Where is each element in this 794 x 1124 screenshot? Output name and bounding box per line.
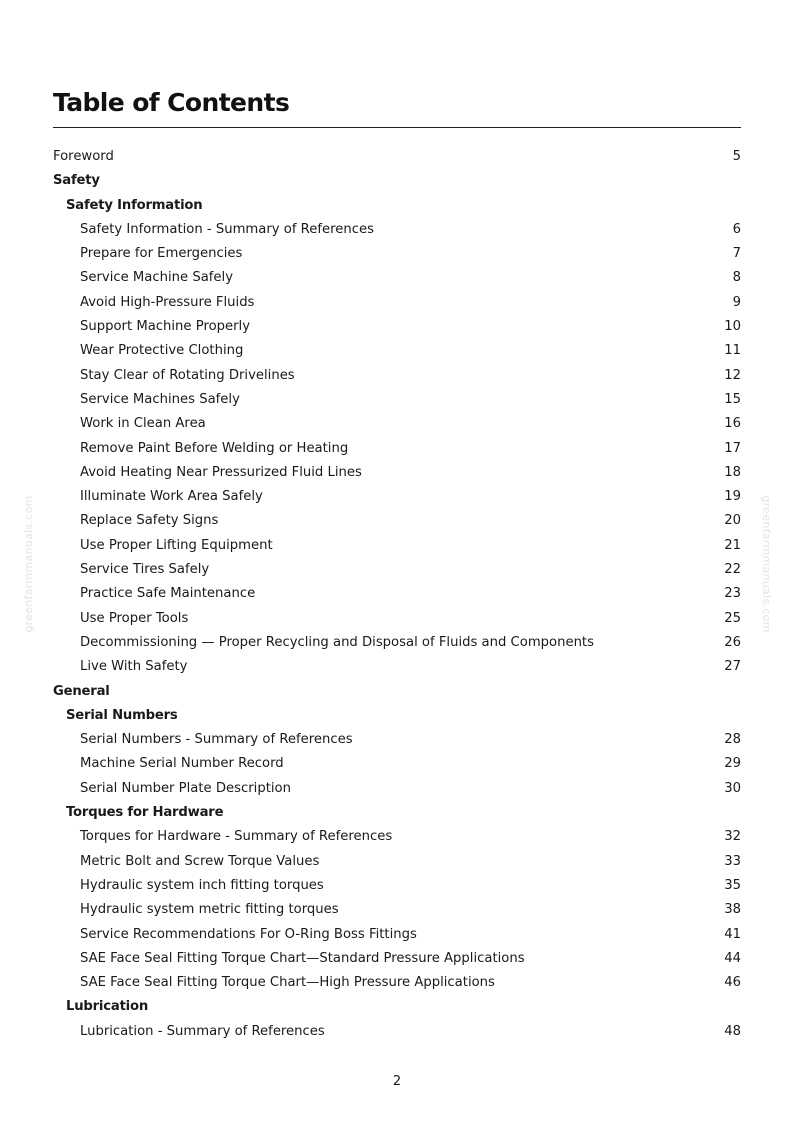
- toc-subsection-title: Serial Numbers: [66, 707, 178, 723]
- toc-subsection-title: Torques for Hardware: [66, 805, 224, 821]
- toc-entry-page: 29: [724, 756, 741, 772]
- toc-section-title: General: [53, 683, 110, 699]
- toc-entry[interactable]: [53, 291, 741, 315]
- toc-entry-page: 9: [732, 294, 741, 310]
- toc-entry-page: 16: [724, 416, 741, 432]
- toc-entry-title: Hydraulic system inch fitting torques: [80, 877, 324, 893]
- toc-entry-title: SAE Face Seal Fitting Torque Chart—Standard Pressure Applications: [80, 950, 525, 966]
- toc-entry-title: Use Proper Lifting Equipment: [80, 537, 273, 553]
- toc-entry-page: 7: [732, 246, 741, 262]
- toc-entry[interactable]: [53, 485, 741, 509]
- toc-entry-title: Stay Clear of Rotating Drivelines: [80, 367, 295, 383]
- toc-entry-title: Safety Information - Summary of References: [80, 221, 374, 237]
- toc-entry[interactable]: [53, 315, 741, 339]
- toc-subsection-torques-for-hardware[interactable]: [53, 801, 741, 825]
- toc-entry-title: Serial Numbers - Summary of References: [80, 732, 353, 748]
- toc-entry-page: 15: [724, 391, 741, 407]
- toc-entry-title: Service Machine Safely: [80, 270, 234, 286]
- toc-entry-page: 17: [724, 440, 741, 456]
- toc-entry-page: 26: [724, 634, 741, 650]
- toc-entry-page: 10: [724, 319, 741, 335]
- toc-entry-page: 33: [724, 853, 741, 869]
- toc-subsection-safety-information[interactable]: [53, 194, 741, 218]
- toc-entry[interactable]: [53, 971, 741, 995]
- toc-entry-page: 46: [724, 975, 741, 991]
- toc-entry-page: 6: [732, 221, 741, 237]
- toc-entry-page: 21: [724, 537, 741, 553]
- toc-entry[interactable]: [53, 412, 741, 436]
- toc-entry-page: 30: [724, 780, 741, 796]
- toc-entry-title: Use Proper Tools: [80, 610, 189, 626]
- toc-entry[interactable]: [53, 509, 741, 533]
- toc-entry-title: Replace Safety Signs: [80, 513, 219, 529]
- toc-entry[interactable]: [53, 437, 741, 461]
- toc-subsection-serial-numbers[interactable]: [53, 704, 741, 728]
- toc-entry-title: Lubrication - Summary of References: [80, 1023, 325, 1039]
- toc-entry-title: SAE Face Seal Fitting Torque Chart—High Pressure Applications: [80, 975, 495, 991]
- toc-entry[interactable]: [53, 218, 741, 242]
- toc-entry[interactable]: [53, 631, 741, 655]
- toc-section-safety[interactable]: [53, 169, 741, 193]
- toc-entry[interactable]: [53, 1020, 741, 1044]
- watermark-left: greenfarmmanuals.com: [22, 495, 35, 633]
- toc-entry-page: 22: [724, 562, 741, 578]
- toc-entry-title: Serial Number Plate Description: [80, 780, 291, 796]
- title-divider: [53, 127, 741, 128]
- toc-entry-page: 35: [724, 877, 741, 893]
- toc-entry[interactable]: [53, 339, 741, 363]
- toc-entry[interactable]: [53, 825, 741, 849]
- toc-entry-title: Avoid High-Pressure Fluids: [80, 294, 255, 310]
- toc-entry[interactable]: [53, 582, 741, 606]
- toc-entry-title: Illuminate Work Area Safely: [80, 489, 263, 505]
- toc-entry-page: 5: [732, 149, 741, 164]
- toc-entry-page: 19: [724, 489, 741, 505]
- toc-entry-page: 32: [724, 829, 741, 845]
- toc-entry-title: Foreword: [53, 149, 114, 164]
- toc-entry-title: Support Machine Properly: [80, 319, 251, 335]
- toc-entry-page: 8: [732, 270, 741, 286]
- toc-entry[interactable]: [53, 461, 741, 485]
- toc-entry[interactable]: [53, 388, 741, 412]
- toc-subsection-title: Safety Information: [66, 197, 203, 213]
- toc-entry[interactable]: [53, 655, 741, 679]
- toc-entry[interactable]: [53, 898, 741, 922]
- toc-entry[interactable]: [53, 923, 741, 947]
- toc-entry-page: 28: [724, 732, 741, 748]
- toc-entry-page: 27: [724, 659, 741, 675]
- page-number: 2: [392, 1074, 402, 1089]
- toc-entry-title: Service Tires Safely: [80, 562, 210, 578]
- toc-entry-title: Work in Clean Area: [80, 416, 206, 432]
- watermark-right: greenfarmmanuals.com: [760, 495, 773, 633]
- toc-entry-title: Practice Safe Maintenance: [80, 586, 256, 602]
- toc-entry-title: Torques for Hardware - Summary of References: [80, 829, 393, 845]
- toc-entry[interactable]: [53, 752, 741, 776]
- toc-entry-page: 41: [724, 926, 741, 942]
- toc-entry[interactable]: [53, 874, 741, 898]
- toc-entry-title: Machine Serial Number Record: [80, 756, 284, 772]
- toc-section-title: Safety: [53, 173, 100, 189]
- toc-entry-title: Hydraulic system metric fitting torques: [80, 902, 339, 918]
- toc-entry-page: 11: [724, 343, 741, 359]
- toc-entry[interactable]: [53, 534, 741, 558]
- toc-entry-title: Avoid Heating Near Pressurized Fluid Lines: [80, 464, 362, 480]
- toc-entry-page: 25: [724, 610, 741, 626]
- toc-subsection-title: Lubrication: [66, 999, 149, 1015]
- toc-entry[interactable]: [53, 777, 741, 801]
- page-title: Table of Contents: [53, 88, 290, 117]
- toc-entry-page: 20: [724, 513, 741, 529]
- table-of-contents: [53, 145, 741, 1044]
- toc-entry[interactable]: [53, 607, 741, 631]
- toc-entry-page: 23: [724, 586, 741, 602]
- toc-entry[interactable]: [53, 728, 741, 752]
- toc-subsection-lubrication[interactable]: [53, 995, 741, 1019]
- toc-entry-page: 38: [724, 902, 741, 918]
- toc-entry[interactable]: [53, 266, 741, 290]
- toc-entry-foreword[interactable]: [53, 145, 741, 169]
- toc-entry-title: Wear Protective Clothing: [80, 343, 244, 359]
- toc-entry-title: Service Recommendations For O-Ring Boss Fittings: [80, 926, 417, 942]
- toc-entry[interactable]: [53, 947, 741, 971]
- toc-entry-title: Metric Bolt and Screw Torque Values: [80, 853, 320, 869]
- toc-entry[interactable]: [53, 558, 741, 582]
- toc-entry-page: 44: [724, 950, 741, 966]
- toc-entry-page: 12: [724, 367, 741, 383]
- toc-entry-page: 48: [724, 1023, 741, 1039]
- toc-entry[interactable]: [53, 850, 741, 874]
- toc-entry-title: Decommissioning — Proper Recycling and Disposal of Fluids and Components: [80, 634, 594, 650]
- toc-entry-page: 18: [724, 464, 741, 480]
- toc-entry-title: Remove Paint Before Welding or Heating: [80, 440, 349, 456]
- toc-entry-title: Live With Safety: [80, 659, 188, 675]
- toc-entry-title: Prepare for Emergencies: [80, 246, 243, 262]
- toc-entry[interactable]: [53, 364, 741, 388]
- toc-entry[interactable]: [53, 242, 741, 266]
- toc-entry-title: Service Machines Safely: [80, 391, 240, 407]
- toc-section-general[interactable]: [53, 680, 741, 704]
